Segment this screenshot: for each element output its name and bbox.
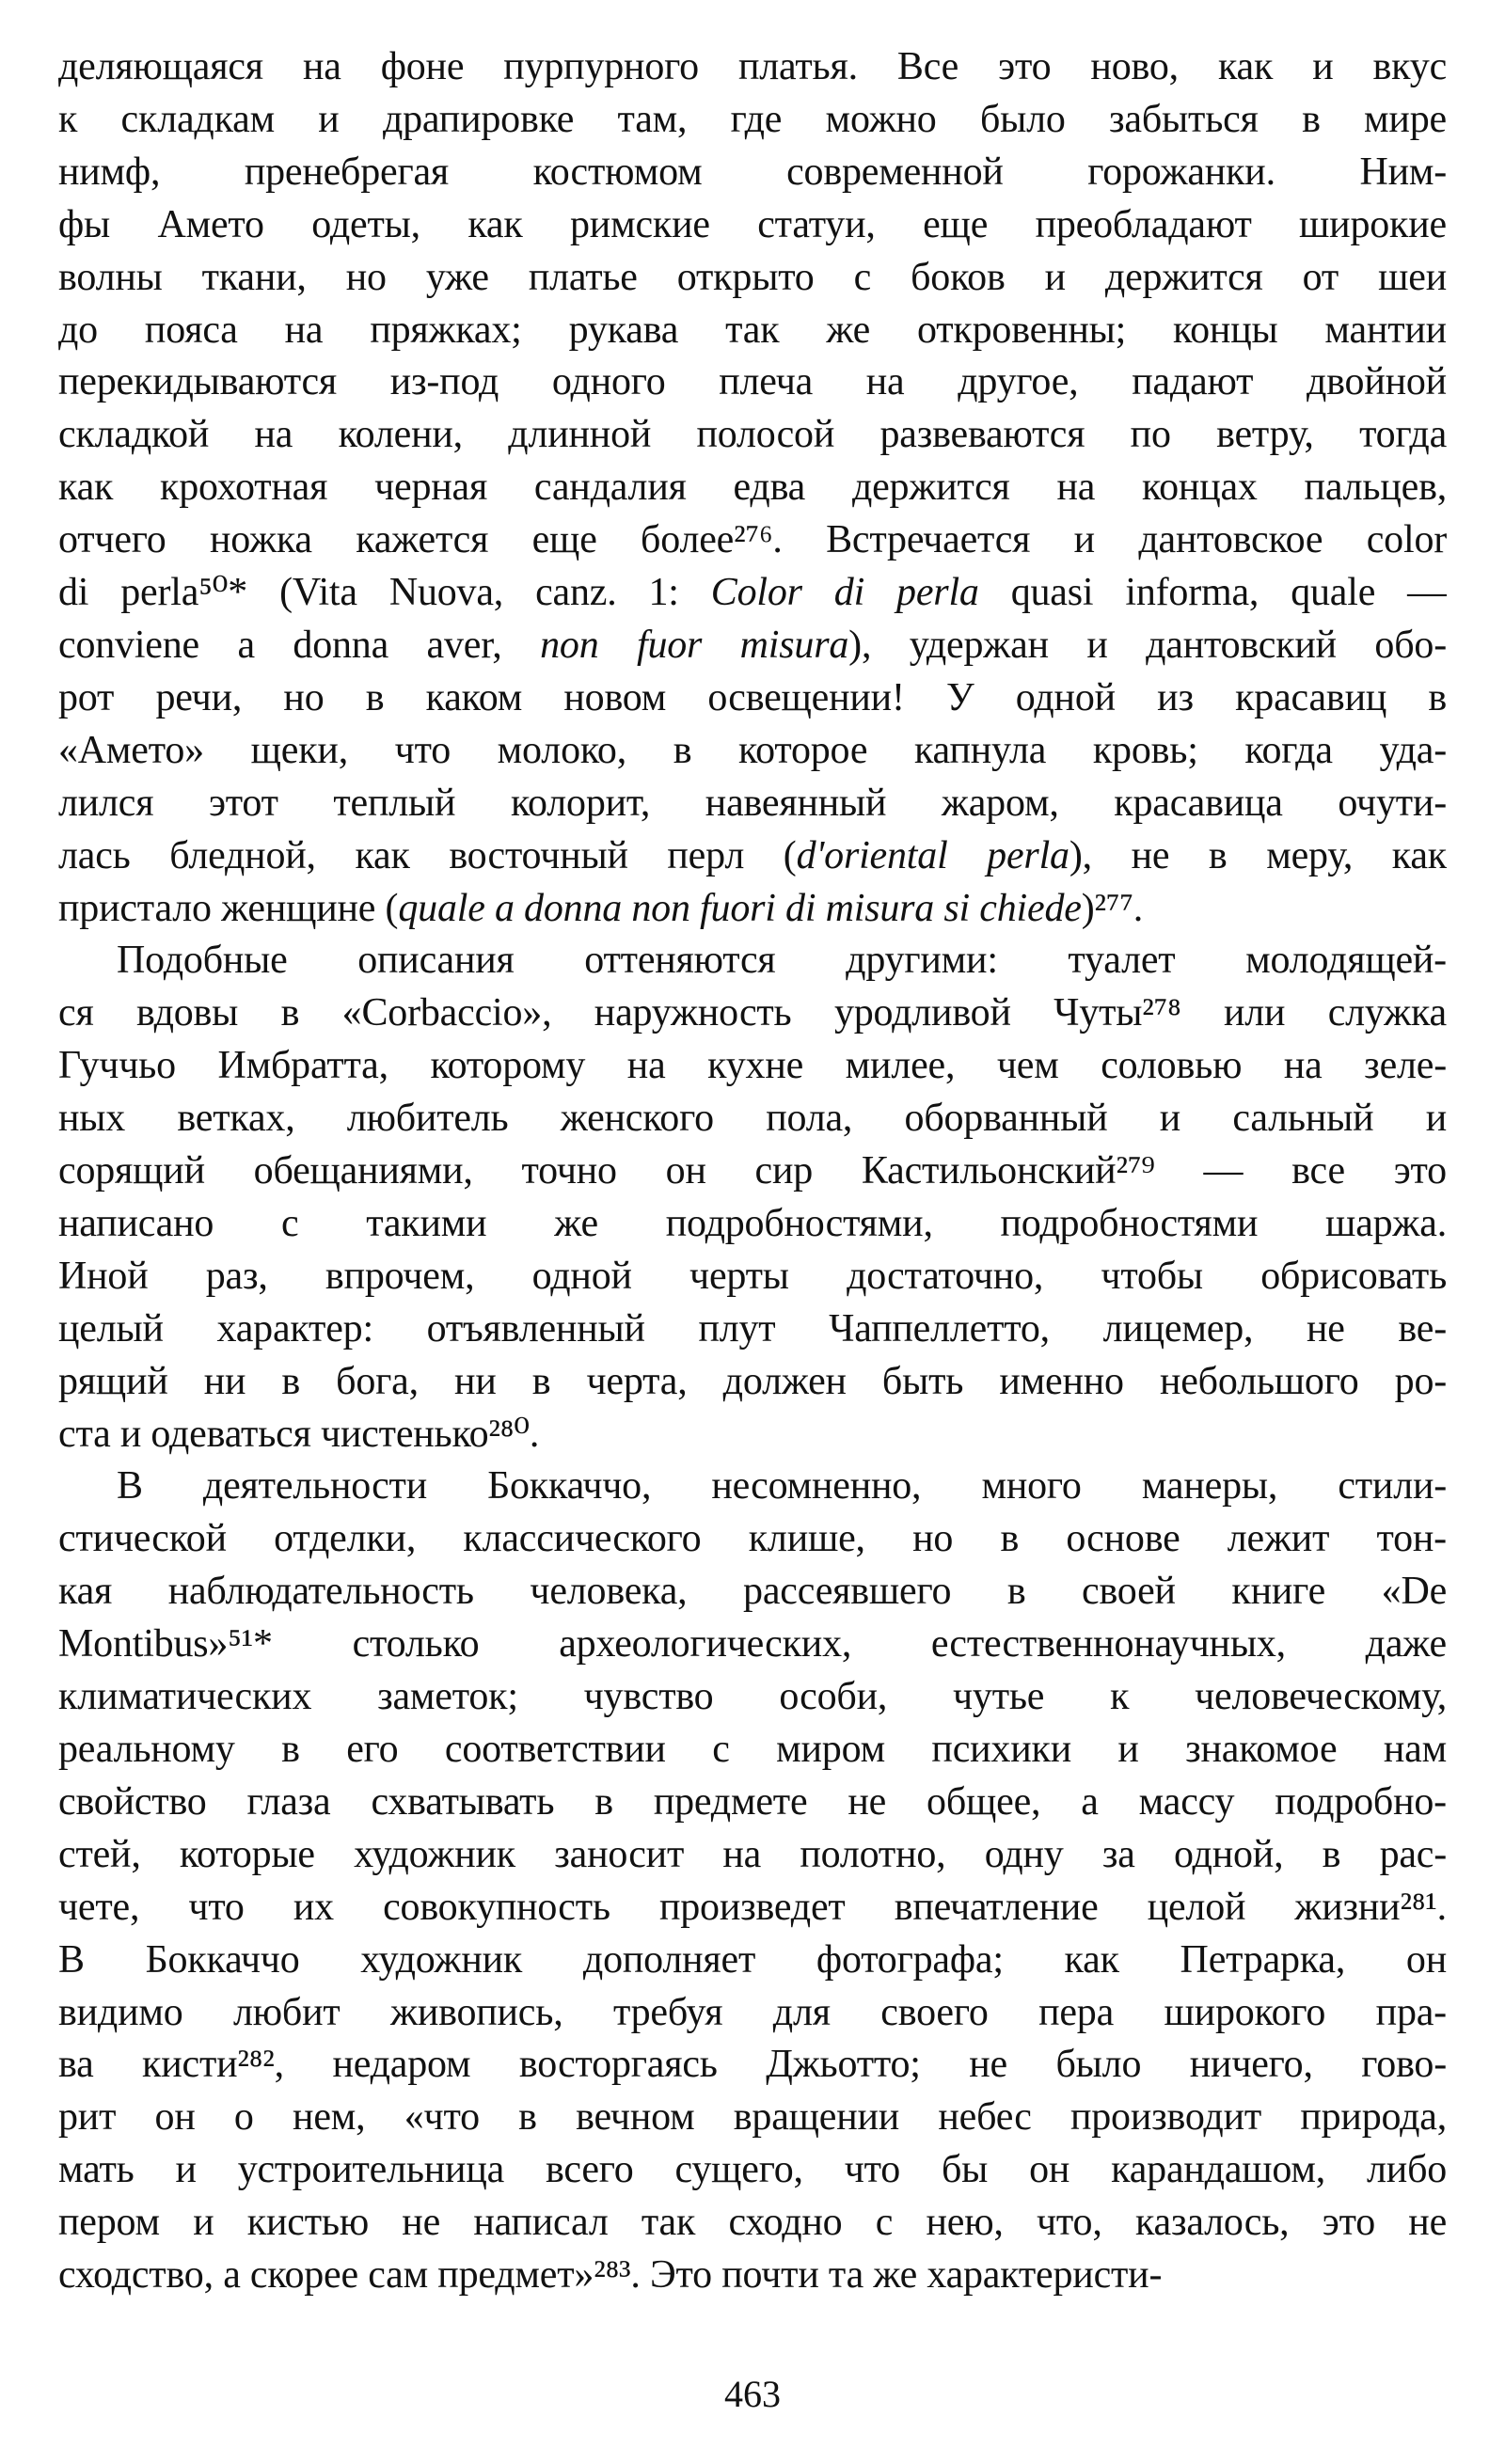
text-line: целый характер: отъявленный плут Чаппеллетто, лицемер, не ве- xyxy=(58,1306,1447,1350)
text-line: климатических заметок; чувство особи, чутье к человеческому, xyxy=(58,1675,1447,1719)
body-text xyxy=(58,41,1447,2302)
text-line: как крохотная черная сандалия едва держится на концах пальцев, xyxy=(58,466,1447,510)
text-line: рот речи, но в каком новом освещении! У одной из красавиц в xyxy=(58,675,1447,719)
text-line: стей, которые художник заносит на полотно, одну за одной, в рас- xyxy=(58,1832,1447,1876)
text-line: мать и устроительница всего сущего, что бы он карандашом, либо xyxy=(58,2148,1447,2192)
text-line: В Боккаччо художник дополняет фотографа; как Петрарка, он xyxy=(58,1937,1447,1982)
text-line: В деятельности Боккаччо, несомненно, много манеры, стили- xyxy=(117,1464,1447,1508)
text-line: нимф, пренебрегая костюмом современной горожанки. Ним- xyxy=(58,150,1447,194)
text-line: сходство, а скорее сам предмет»²⁸³. Это почти та же характеристи- xyxy=(58,2253,1163,2298)
text-line: реальному в его соответствии с миром психики и знакомое нам xyxy=(58,1728,1447,1771)
page-number: 463 xyxy=(724,2373,781,2415)
text-line: волны ткани, но уже платье открыто с боков и держится от шеи xyxy=(58,255,1447,299)
text-line: Montibus»⁵¹* столько археологических, естественнонаучных, даже xyxy=(58,1622,1447,1666)
text-line: лился этот теплый колорит, навеянный жаром, красавица очути- xyxy=(58,781,1447,825)
text-line: di perla⁵⁰* (Vita Nuova, canz. 1: Color di perla quasi informa, quale — xyxy=(58,571,1447,615)
text-line: ся вдовы в «Corbaccio», наружность уродливой Чуты²⁷⁸ или служка xyxy=(58,991,1447,1035)
text-line: пером и кистью не написал так сходно с нею, что, казалось, это не xyxy=(58,2201,1447,2245)
text-line: свойство глаза схватывать в предмете не общее, а массу подробно- xyxy=(58,1779,1447,1824)
text-line: к складкам и драпировке там, где можно было забыться в мире xyxy=(58,97,1447,141)
text-line: рит он о нем, «что в вечном вращении небес производит природа, xyxy=(58,2095,1447,2140)
text-line: чете, что их совокупность произведет впечатление целой жизни²⁸¹. xyxy=(58,1885,1447,1929)
text-line: сорящий обещаниями, точно он сир Кастильонский²⁷⁹ — все это xyxy=(58,1149,1447,1193)
text-line: написано с такими же подробностями, подробностями шаржа. xyxy=(58,1201,1447,1245)
text-line: фы Амето одеты, как римские статуи, еще преобладают широкие xyxy=(58,202,1447,246)
text-line: лась бледной, как восточный перл (d'oriental perla), не в меру, как xyxy=(58,833,1447,877)
text-line: «Амето» щеки, что молоко, в которое капнула кровь; когда уда- xyxy=(58,728,1447,772)
text-line: деляющаяся на фоне пурпурного платья. Все это ново, как и вкус xyxy=(58,45,1447,88)
text-line: conviene a donna aver, non fuor misura), удержан и дантовский обо- xyxy=(58,623,1447,667)
text-line: Гуччьо Имбратта, которому на кухне милее, чем соловью на зеле- xyxy=(58,1044,1447,1088)
text-line: видимо любит живопись, требуя для своего пера широкого пра- xyxy=(58,1990,1447,2034)
text-line: рящий ни в бога, ни в черта, должен быть именно небольшого ро- xyxy=(58,1359,1447,1403)
text-line: ных ветках, любитель женского пола, оборванный и сальный и xyxy=(58,1097,1447,1141)
text-line: складкой на колени, длинной полосой развеваются по ветру, тогда xyxy=(58,413,1447,457)
paragraph xyxy=(58,935,1447,1461)
paragraph xyxy=(58,41,1447,935)
text-line: Подобные описания оттеняются другими: туалет молодящей- xyxy=(117,939,1447,983)
text-line: до пояса на пряжках; рукава так же откровенны; концы мантии xyxy=(58,308,1447,352)
text-line: ва кисти²⁸², недаром восторгаясь Джьотто; не было ничего, гово- xyxy=(58,2043,1447,2087)
text-line: пристало женщине (quale a donna non fuori di misura si chiede)²⁷⁷. xyxy=(58,886,1144,930)
book-page xyxy=(58,41,1447,2411)
text-line: перекидываются из-под одного плеча на другое, падают двойной xyxy=(58,360,1447,404)
paragraph xyxy=(58,1461,1447,2302)
text-line: ста и одеваться чистенько²⁸⁰. xyxy=(58,1412,540,1456)
text-line: кая наблюдательность человека, рассеявшего в своей книге «De xyxy=(58,1570,1447,1614)
text-line: Иной раз, впрочем, одной черты достаточно, чтобы обрисовать xyxy=(58,1254,1447,1298)
text-line: отчего ножка кажется еще более²⁷⁶. Встречается и дантовское color xyxy=(58,518,1447,562)
text-line: стической отделки, классического клише, но в основе лежит тон- xyxy=(58,1517,1447,1561)
